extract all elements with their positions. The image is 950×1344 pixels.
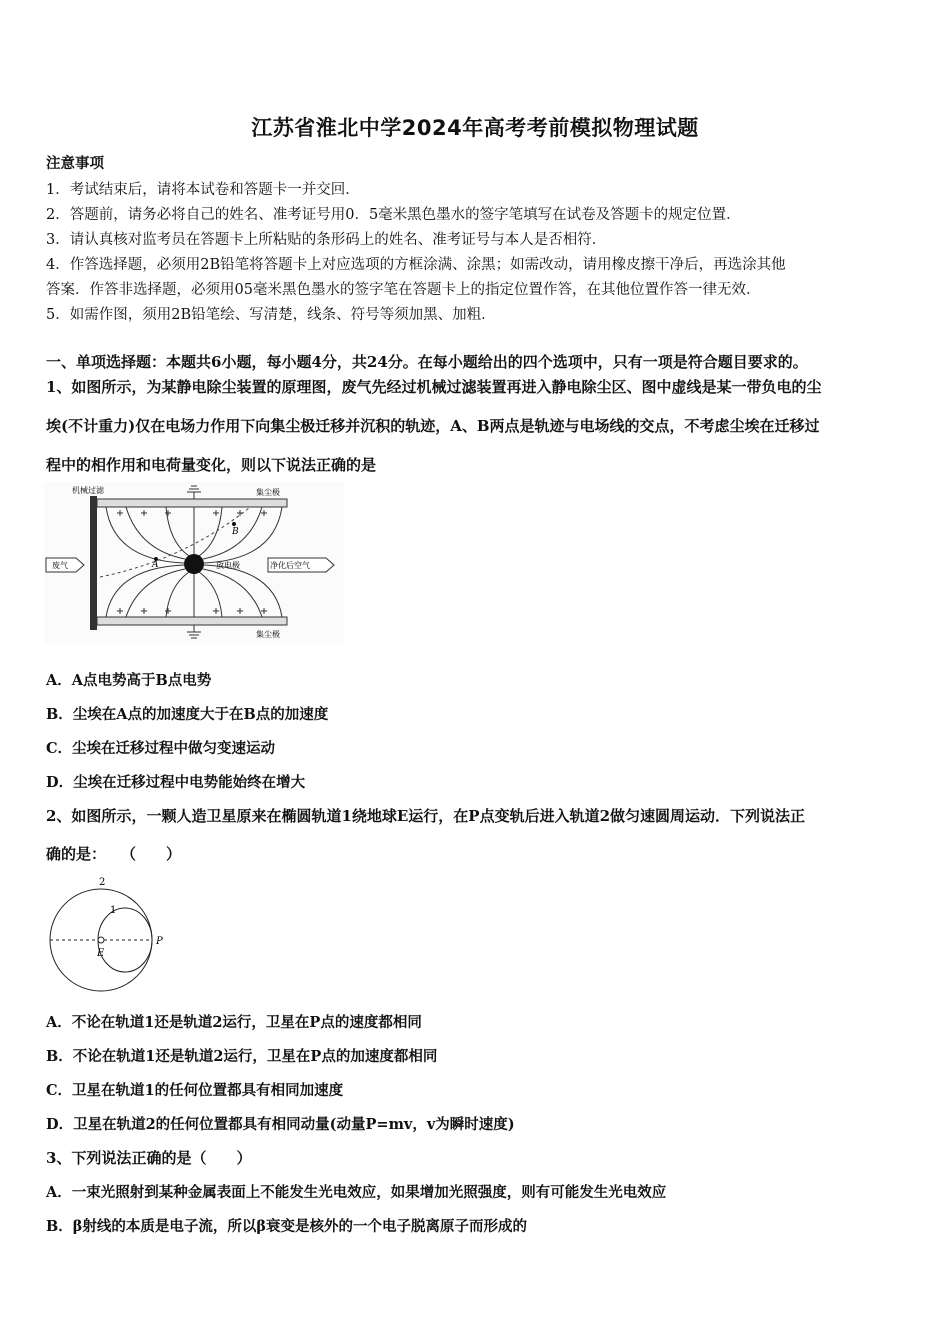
point-a-label: A: [152, 560, 159, 570]
notice-item-4-cont: 答案．作答非选择题，必须用05毫米黑色墨水的签字笔在答题卡上的指定位置作答，在其他位置作答一律无效．: [46, 282, 761, 298]
point-b-dot: [232, 522, 236, 526]
notice-item-1: 1．考试结束后，请将本试卷和答题卡一并交回．: [46, 182, 360, 198]
q3-stem: 3、下列说法正确的是（ ）: [46, 1149, 252, 1167]
discharge-label: 放电极: [216, 561, 240, 570]
notice-item-5: 5．如需作图，须用2B铅笔绘、写清楚，线条、符号等须加黑、加粗．: [46, 307, 496, 323]
point-p-label: P: [156, 936, 163, 947]
q3-option-b: B．β射线的本质是电子流，所以β衰变是核外的一个电子脱离原子而形成的: [46, 1218, 528, 1235]
q2-option-b: B．不论在轨道1还是轨道2运行，卫星在P点的加速度都相同: [46, 1048, 438, 1065]
q2-option-d: D．卫星在轨道2的任何位置都具有相同动量(动量P=mv，v为瞬时速度): [46, 1116, 515, 1133]
point-b-label: B: [232, 527, 239, 537]
q2-option-a: A．不论在轨道1还是轨道2运行，卫星在P点的速度都相同: [46, 1014, 422, 1031]
earth-label: E: [97, 948, 105, 959]
notice-item-4: 4．作答选择题，必须用2B铅笔将答题卡上对应选项的方框涂满、涂黑；如需改动，请用橡皮擦干净后，再选涂其他: [46, 257, 786, 273]
q1-option-a: A．A点电势高于B点电势: [46, 672, 212, 689]
notice-item-2: 2．答题前，请务必将自己的姓名、准考证号用0．5毫米黑色墨水的签字笔填写在试卷及答题卡的规定位置．: [46, 207, 741, 223]
q1-option-b: B．尘埃在A点的加速度大于在B点的加速度: [46, 706, 329, 723]
waste-gas-label: 废气: [52, 561, 68, 570]
precipitator-figure: [44, 482, 344, 644]
q1-stem-line-1: 1、如图所示，为某静电除尘装置的原理图，废气先经过机械过滤装置再进入静电除尘区、图中虚线是某一带负电的尘: [46, 378, 822, 396]
q2-stem-line-2: 确的是： （ ）: [46, 845, 182, 863]
exam-title: 江苏省淮北中学2024年高考考前模拟物理试题: [251, 116, 699, 140]
q2-stem-line-1: 2、如图所示，一颗人造卫星原来在椭圆轨道1绕地球E运行，在P点变轨后进入轨道2做匀速圆周运动．下列说法正: [46, 807, 806, 825]
orbit-figure: [44, 874, 174, 994]
q1-option-d: D．尘埃在迁移过程中电势能始终在增大: [46, 774, 306, 791]
notice-item-3: 3．请认真核对监考员在答题卡上所粘贴的条形码上的姓名、准考证号与本人是否相符．: [46, 232, 607, 248]
q3-option-a: A．一束光照射到某种金属表面上不能发生光电效应，如果增加光照强度，则有可能发生光电效应: [46, 1184, 667, 1201]
q2-option-c: C．卫星在轨道1的任何位置都具有相同加速度: [46, 1082, 344, 1099]
earth-dot: [98, 937, 104, 943]
collector-label-top: 集尘极: [256, 488, 280, 497]
q1-option-c: C．尘埃在迁移过程中做匀变速运动: [46, 740, 276, 757]
q1-stem-line-3: 程中的相作用和电荷量变化，则以下说法正确的是: [46, 456, 377, 474]
collector-plate-bottom: [97, 617, 287, 625]
section-heading: 一、单项选择题：本题共6小题，每小题4分，共24分。在每小题给出的四个选项中，只有一项是符合题目要求的。: [46, 353, 808, 371]
q1-stem-line-2: 埃(不计重力)仅在电场力作用下向集尘极迁移并沉积的轨迹，A、B两点是轨迹与电场线的交点，不考虑尘埃在迁移过: [46, 417, 820, 435]
collector-label-bottom: 集尘极: [256, 630, 280, 639]
orbit-1-label: 1: [110, 905, 117, 916]
notice-heading: 注意事项: [46, 155, 104, 172]
collector-plate-top: [97, 499, 287, 507]
filter-wall: [90, 496, 97, 630]
discharge-electrode: [184, 554, 204, 574]
filter-label: 机械过滤: [72, 486, 104, 495]
orbit-2-label: 2: [99, 877, 106, 888]
clean-air-label: 净化后空气: [270, 561, 310, 570]
